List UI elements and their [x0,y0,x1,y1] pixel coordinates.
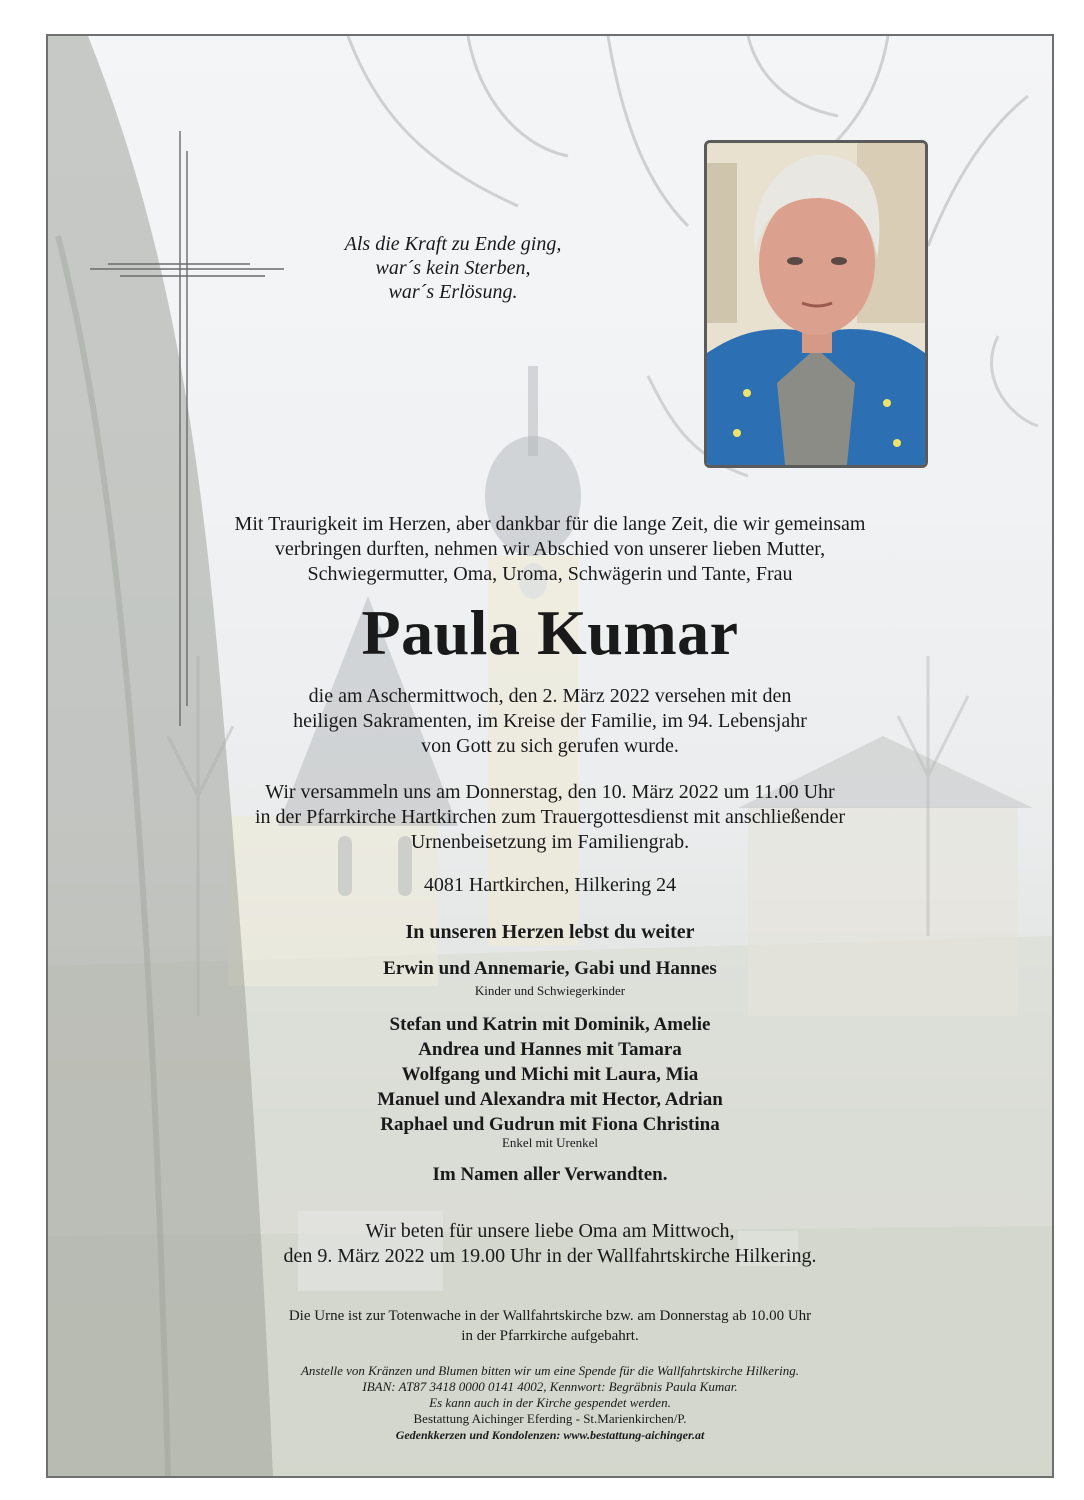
grandchildren-names [48,1012,1052,1137]
grandchildren-caption: Enkel mit Urenkel [501,1135,599,1150]
obituary-frame [46,34,1054,1478]
donation-note: Anstelle von Kränzen und Blumen bitten wir um eine Spende für die Wallfahrtskirche Hilkering. [300,1363,800,1378]
intro-text [48,512,1052,587]
grandchildren-line: Andrea und Hannes mit Tamara [418,1039,682,1060]
church-donation-note: Es kann auch in der Kirche gespendet werden. [429,1395,671,1410]
death-notice-line: von Gott zu sich gerufen wurde. [421,735,679,757]
prayer-line: Wir beten für unsere liebe Oma am Mittwoch, [365,1220,735,1242]
death-notice-line: heiligen Sakramenten, im Kreise der Familie, im 94. Lebensjahr [293,710,807,732]
grandchildren-line: Raphael und Gudrun mit Fiona Christina [380,1114,720,1135]
funeral-line: Urnenbeisetzung im Familiengrab. [410,831,690,853]
death-notice-line: die am Aschermittwoch, den 2. März 2022 versehen mit den [308,685,792,707]
funeral-info [48,780,1052,855]
grandchildren-line: Wolfgang und Michi mit Laura, Mia [401,1064,699,1085]
quote [298,232,608,304]
intro-line: Schwiegermutter, Oma, Uroma, Schwägerin und Tante, Frau [307,563,793,585]
grandchildren-line: Manuel und Alexandra mit Hector, Adrian [377,1089,723,1110]
quote-line: war´s kein Sterben, [375,257,531,279]
funeral-line: in der Pfarrkirche Hartkirchen zum Trauergottesdienst mit anschließender [254,806,845,828]
wake-line: in der Pfarrkirche aufgebahrt. [461,1328,639,1344]
children-names: Erwin und Annemarie, Gabi und Hannes [383,958,717,979]
website-note: Gedenkkerzen und Kondolenzen: www.bestattung-aichinger.at [395,1428,705,1442]
undertaker: Bestattung Aichinger Eferding - St.Marienkirchen/P. [413,1411,687,1426]
iban-note: IBAN: AT87 3418 0000 0141 4002, Kennwort: Begräbnis Paula Kumar. [362,1379,738,1394]
mourners-heading: In unseren Herzen lebst du weiter [405,921,695,943]
deceased-name: Paula Kumar [361,597,739,668]
footer [48,1363,1052,1443]
intro-line: Mit Traurigkeit im Herzen, aber dankbar für die lange Zeit, die wir gemeinsam [234,513,866,535]
wake-line: Die Urne ist zur Totenwache in der Wallfahrtskirche bzw. am Donnerstag ab 10.00 Uhr [288,1308,812,1324]
portrait-photo [704,140,928,468]
grandchildren-line: Stefan und Katrin mit Dominik, Amelie [389,1014,711,1035]
address: 4081 Hartkirchen, Hilkering 24 [423,874,677,896]
death-notice [48,684,1052,759]
quote-line: war´s Erlösung. [388,281,518,303]
prayer-info [48,1219,1052,1269]
portrait-illustration [707,143,925,465]
quote-line: Als die Kraft zu Ende ging, [344,233,562,255]
children-caption: Kinder und Schwiegerkinder [474,983,626,998]
funeral-line: Wir versammeln uns am Donnerstag, den 10. März 2022 um 11.00 Uhr [265,781,835,803]
prayer-line: den 9. März 2022 um 19.00 Uhr in der Wallfahrtskirche Hilkering. [283,1245,817,1267]
relatives-note: Im Namen aller Verwandten. [432,1164,668,1185]
intro-line: verbringen durften, nehmen wir Abschied von unserer lieben Mutter, [274,538,826,560]
wake-info [48,1306,1052,1346]
